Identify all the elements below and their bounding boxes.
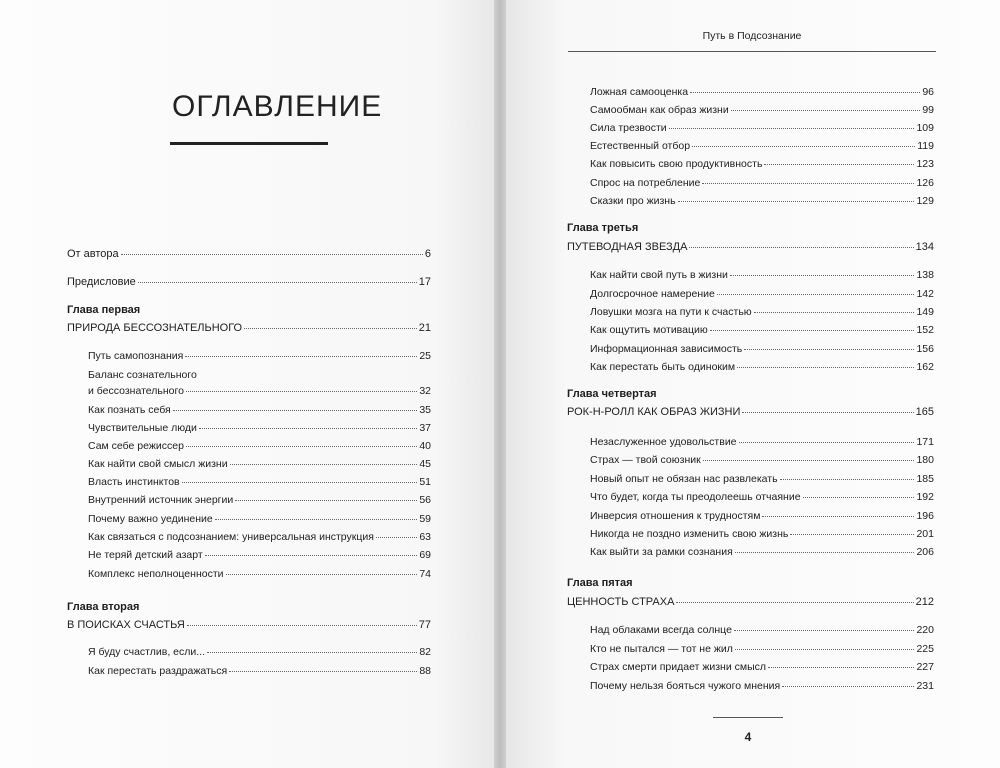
toc-entry-title: Страх — твой союзник bbox=[590, 454, 701, 466]
toc-entry-title: От автора bbox=[67, 248, 119, 260]
toc-page-number: 40 bbox=[419, 440, 431, 452]
toc-entry bbox=[590, 680, 934, 693]
toc-page-number: 225 bbox=[916, 643, 934, 655]
toc-page-number: 37 bbox=[419, 422, 431, 434]
dot-leader bbox=[185, 356, 417, 357]
toc-page-number: 17 bbox=[418, 276, 431, 288]
dot-leader bbox=[669, 128, 915, 129]
toc-entry-title: и бессознательного bbox=[88, 385, 184, 397]
toc-page-number: 109 bbox=[916, 122, 934, 134]
toc-page-number: 142 bbox=[916, 288, 934, 300]
toc-entry-title: Предисловие bbox=[67, 276, 136, 288]
dot-leader bbox=[731, 110, 921, 111]
toc-page-number: 134 bbox=[915, 241, 934, 253]
dot-leader bbox=[199, 428, 417, 429]
toc-page-number: 180 bbox=[916, 454, 934, 466]
toc-page-number: 51 bbox=[419, 476, 431, 488]
dot-leader bbox=[692, 146, 915, 147]
chapter-title: РОК-Н-РОЛЛ КАК ОБРАЗ ЖИЗНИ bbox=[567, 406, 741, 418]
contents-title: ОГЛАВЛЕНИЕ bbox=[172, 90, 383, 123]
toc-page-number: 165 bbox=[915, 406, 934, 418]
toc-entry bbox=[88, 440, 431, 453]
toc-entry bbox=[88, 513, 431, 526]
toc-page-number: 21 bbox=[418, 322, 431, 334]
toc-entry-title: Самообман как образ жизни bbox=[590, 104, 729, 116]
chapter-title-row bbox=[67, 322, 431, 335]
toc-entry-title: Почему нельзя бояться чужого мнения bbox=[590, 680, 781, 692]
toc-entry bbox=[590, 140, 934, 153]
toc-entry-title: Как связаться с подсознанием: универсальная инструкция bbox=[88, 531, 374, 543]
toc-entry-title: Что будет, когда ты преодолеешь отчаяние bbox=[590, 491, 801, 503]
chapter-title-row bbox=[67, 619, 431, 632]
toc-page-number: 231 bbox=[916, 680, 934, 692]
toc-entry bbox=[88, 494, 431, 507]
chapter-title: В ПОИСКАХ СЧАСТЬЯ bbox=[67, 619, 185, 631]
toc-page-number: 149 bbox=[916, 306, 934, 318]
dot-leader bbox=[790, 534, 914, 535]
toc-page-number: 192 bbox=[916, 491, 934, 503]
toc-entry bbox=[88, 422, 431, 435]
chapter-title-row bbox=[567, 596, 934, 609]
toc-entry-title: Почему важно уединение bbox=[88, 513, 213, 525]
dot-leader bbox=[235, 500, 417, 501]
dot-leader bbox=[735, 649, 915, 650]
toc-entry bbox=[590, 195, 934, 208]
chapter-title: ЦЕННОСТЬ СТРАХА bbox=[567, 596, 675, 608]
page-number: 4 bbox=[744, 730, 752, 744]
toc-entry bbox=[590, 661, 934, 674]
toc-entry-title: Сам себе режиссер bbox=[88, 440, 184, 452]
dot-leader bbox=[376, 537, 417, 538]
toc-entry-title: Как найти свой смысл жизни bbox=[88, 458, 228, 470]
toc-entry bbox=[590, 643, 934, 656]
chapter-title-row bbox=[567, 241, 934, 254]
toc-page-number: 119 bbox=[917, 140, 934, 152]
toc-entry-title: Путь самопознания bbox=[88, 350, 184, 362]
dot-leader bbox=[742, 412, 913, 413]
toc-entry bbox=[590, 177, 934, 190]
dot-leader bbox=[121, 254, 423, 255]
toc-entry-title: Спрос на потребление bbox=[590, 177, 701, 189]
toc-page-number: 88 bbox=[419, 665, 431, 677]
toc-entry bbox=[88, 568, 431, 581]
toc-entry-title: Комплекс неполноценности bbox=[88, 568, 224, 580]
book-gutter bbox=[494, 0, 506, 768]
chapter-title-row bbox=[567, 406, 934, 419]
chapter-label: Глава третья bbox=[567, 222, 639, 234]
toc-entry-title: Сказки про жизнь bbox=[590, 195, 676, 207]
dot-leader bbox=[207, 652, 417, 653]
running-header: Путь в Подсознание bbox=[702, 30, 802, 42]
toc-page-number: 212 bbox=[915, 596, 934, 608]
toc-entry bbox=[590, 436, 934, 449]
dot-leader bbox=[702, 183, 914, 184]
toc-entry bbox=[590, 306, 934, 319]
toc-page-number: 171 bbox=[916, 436, 934, 448]
dot-leader bbox=[187, 625, 417, 626]
dot-leader bbox=[782, 686, 914, 687]
chapter-label: Глава первая bbox=[67, 304, 141, 316]
dot-leader bbox=[689, 247, 913, 248]
toc-page-number: 201 bbox=[916, 528, 934, 540]
toc-entry-title: Как перестать раздражаться bbox=[88, 665, 228, 677]
toc-entry-title: Ловушки мозга на пути к счастью bbox=[590, 306, 752, 318]
toc-entry bbox=[88, 646, 431, 659]
toc-entry-title: Над облаками всегда солнце bbox=[590, 624, 732, 636]
toc-entry bbox=[590, 324, 934, 337]
toc-entry bbox=[88, 531, 431, 544]
toc-entry-title: Не теряй детский азарт bbox=[88, 549, 203, 561]
toc-page-number: 220 bbox=[916, 624, 934, 636]
dot-leader bbox=[244, 328, 417, 329]
toc-entry bbox=[590, 546, 934, 559]
toc-entry bbox=[590, 528, 934, 541]
title-underline bbox=[170, 142, 328, 145]
toc-page-number: 206 bbox=[916, 546, 934, 558]
toc-entry bbox=[590, 86, 934, 99]
toc-entry-title: Чувствительные люди bbox=[88, 422, 197, 434]
toc-entry-title: Естественный отбор bbox=[590, 140, 691, 152]
dot-leader bbox=[754, 312, 915, 313]
toc-page-number: 63 bbox=[419, 531, 431, 543]
toc-entry bbox=[88, 350, 431, 363]
toc-entry-title: Как найти свой путь в жизни bbox=[590, 269, 728, 281]
toc-entry-title: Как перестать быть одиноким bbox=[590, 361, 736, 373]
toc-entry bbox=[590, 510, 934, 523]
dot-leader bbox=[768, 667, 914, 668]
toc-entry bbox=[88, 404, 431, 417]
toc-page-number: 123 bbox=[916, 158, 934, 170]
toc-entry-title: Я буду счастлив, если... bbox=[88, 646, 205, 658]
toc-entry bbox=[88, 476, 431, 489]
dot-leader bbox=[138, 282, 417, 283]
toc-entry-title: Информационная зависимость bbox=[590, 343, 743, 355]
dot-leader bbox=[676, 602, 913, 603]
toc-page-number: 59 bbox=[419, 513, 431, 525]
toc-page-number: 152 bbox=[916, 324, 934, 336]
toc-page-number: 185 bbox=[916, 473, 934, 485]
dot-leader bbox=[762, 516, 914, 517]
dot-leader bbox=[730, 275, 915, 276]
toc-entry-title: Новый опыт не обязан нас развлекать bbox=[590, 473, 778, 485]
toc-entry-title: Инверсия отношения к трудностям bbox=[590, 510, 761, 522]
toc-page-number: 32 bbox=[419, 385, 431, 397]
toc-page-number: 69 bbox=[419, 549, 431, 561]
toc-entry bbox=[590, 269, 934, 282]
toc-entry bbox=[590, 624, 934, 637]
toc-page-number: 96 bbox=[922, 86, 934, 98]
toc-page-number: 35 bbox=[419, 404, 431, 416]
toc-page-number: 56 bbox=[419, 494, 431, 506]
dot-leader bbox=[737, 367, 914, 368]
footer-rule bbox=[713, 717, 783, 718]
toc-entry-title: Незаслуженное удовольствие bbox=[590, 436, 737, 448]
toc-entry bbox=[88, 385, 431, 398]
dot-leader bbox=[690, 92, 920, 93]
toc-page-number: 196 bbox=[916, 510, 934, 522]
toc-entry bbox=[67, 276, 431, 289]
toc-entry bbox=[590, 343, 934, 356]
toc-page-number: 129 bbox=[916, 195, 934, 207]
toc-entry-title: Сила трезвости bbox=[590, 122, 667, 134]
toc-entry bbox=[590, 454, 934, 467]
header-rule bbox=[568, 51, 936, 52]
dot-leader bbox=[230, 464, 418, 465]
toc-entry-title: Внутренний источник энергии bbox=[88, 494, 234, 506]
toc-entry-title: Страх смерти придает жизни смысл bbox=[590, 661, 766, 673]
toc-entry bbox=[590, 361, 934, 374]
toc-page-number: 156 bbox=[916, 343, 934, 355]
dot-leader bbox=[226, 574, 418, 575]
dot-leader bbox=[186, 391, 417, 392]
toc-entry bbox=[590, 491, 934, 504]
dot-leader bbox=[186, 446, 417, 447]
toc-page-number: 227 bbox=[916, 661, 934, 673]
dot-leader bbox=[710, 330, 915, 331]
toc-entry bbox=[590, 104, 934, 117]
toc-entry bbox=[88, 458, 431, 471]
dot-leader bbox=[780, 479, 915, 480]
dot-leader bbox=[717, 294, 915, 295]
chapter-label: Глава пятая bbox=[567, 577, 633, 589]
dot-leader bbox=[229, 671, 417, 672]
dot-leader bbox=[803, 497, 915, 498]
dot-leader bbox=[739, 442, 915, 443]
toc-entry-title: Кто не пытался — тот не жил bbox=[590, 643, 733, 655]
toc-page-number: 6 bbox=[424, 248, 431, 260]
dot-leader bbox=[205, 555, 418, 556]
dot-leader bbox=[744, 349, 914, 350]
toc-entry bbox=[590, 288, 934, 301]
toc-entry-title: Как ощутить мотивацию bbox=[590, 324, 708, 336]
toc-entry bbox=[590, 473, 934, 486]
toc-entry-title: Власть инстинктов bbox=[88, 476, 180, 488]
chapter-label: Глава вторая bbox=[67, 601, 140, 613]
dot-leader bbox=[678, 201, 915, 202]
toc-page-number: 77 bbox=[418, 619, 431, 631]
toc-page-number: 99 bbox=[922, 104, 934, 116]
toc-entry-title: Как познать себя bbox=[88, 404, 171, 416]
toc-entry-title: Ложная самооценка bbox=[590, 86, 689, 98]
toc-entry-title: Никогда не поздно изменить свою жизнь bbox=[590, 528, 789, 540]
toc-page-number: 25 bbox=[419, 350, 431, 362]
dot-leader bbox=[734, 630, 915, 631]
toc-page-number: 126 bbox=[916, 177, 934, 189]
toc-page-number: 45 bbox=[419, 458, 431, 470]
toc-entry-title: Как выйти за рамки сознания bbox=[590, 546, 733, 558]
dot-leader bbox=[735, 552, 915, 553]
toc-entry bbox=[88, 665, 431, 678]
toc-entry bbox=[590, 122, 934, 135]
toc-page-number: 138 bbox=[916, 269, 934, 281]
chapter-title: ПРИРОДА БЕССОЗНАТЕЛЬНОГО bbox=[67, 322, 243, 334]
toc-entry-title: Как повысить свою продуктивность bbox=[590, 158, 763, 170]
toc-entry bbox=[67, 248, 431, 261]
toc-page-number: 74 bbox=[419, 568, 431, 580]
toc-entry bbox=[590, 158, 934, 171]
dot-leader bbox=[215, 519, 418, 520]
dot-leader bbox=[173, 410, 418, 411]
dot-leader bbox=[703, 460, 915, 461]
toc-entry-line: Баланс сознательного bbox=[88, 369, 197, 381]
dot-leader bbox=[764, 164, 914, 165]
dot-leader bbox=[182, 482, 418, 483]
toc-page-number: 162 bbox=[916, 361, 934, 373]
toc-page-number: 82 bbox=[419, 646, 431, 658]
toc-entry bbox=[88, 549, 431, 562]
chapter-title: ПУТЕВОДНАЯ ЗВЕЗДА bbox=[567, 241, 688, 253]
toc-entry-title: Долгосрочное намерение bbox=[590, 288, 715, 300]
chapter-label: Глава четвертая bbox=[567, 388, 657, 400]
